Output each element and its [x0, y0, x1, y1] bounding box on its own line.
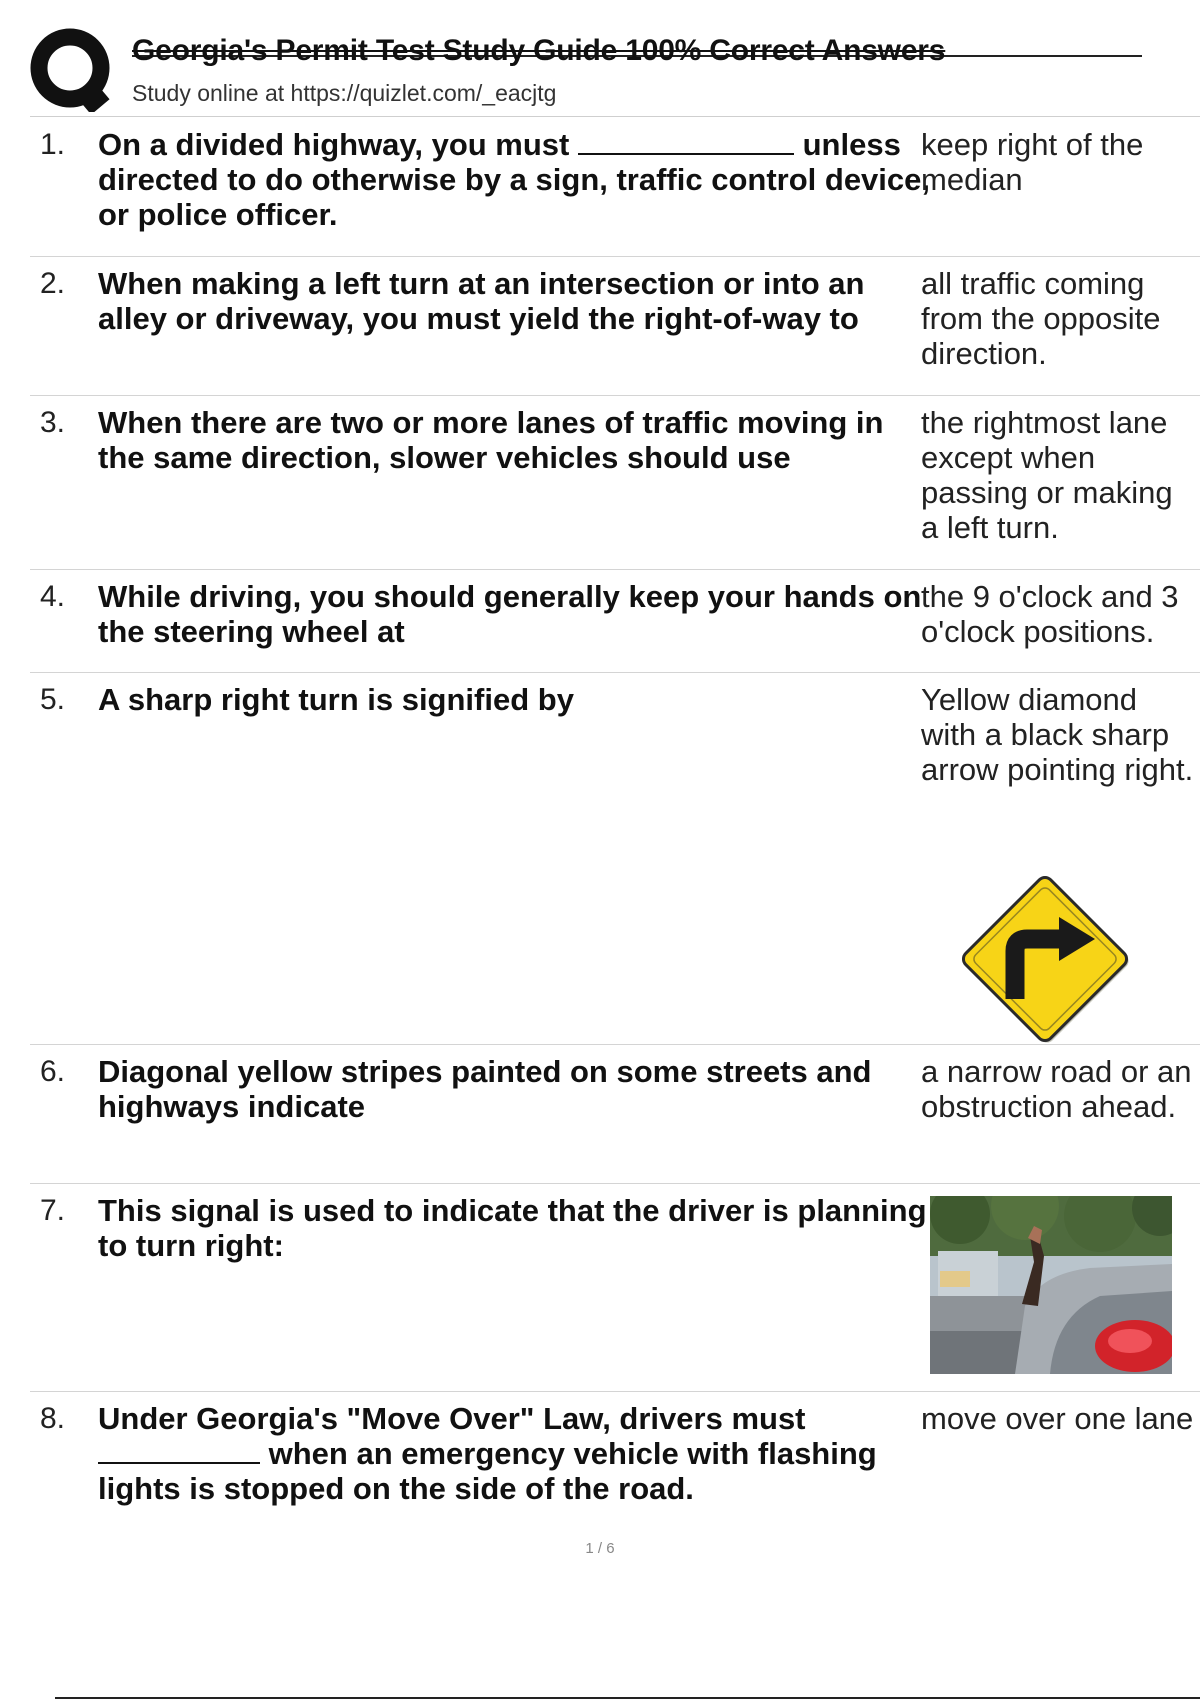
- card-number: 1.: [40, 128, 66, 161]
- flashcard: [30, 1045, 1200, 1184]
- card-term: [98, 1401, 933, 1506]
- card-term: When making a left turn at an intersection or into an alley or driveway, you must yield the right-of-way to: [98, 266, 865, 336]
- card-number: 8.: [40, 1402, 66, 1435]
- term-text: when an emergency vehicle with flashing lights is stopped on the side of the road.: [98, 1436, 877, 1506]
- term-text: On a divided highway, you must: [98, 127, 578, 162]
- flashcard-list: [30, 118, 1200, 1542]
- card-definition: all traffic coming from the opposite direction.: [921, 266, 1161, 371]
- page-number: 1 / 6: [585, 1540, 615, 1557]
- flashcard: [30, 118, 1200, 257]
- card-term: When there are two or more lanes of traffic moving in the same direction, slower vehicles should use: [98, 405, 884, 475]
- flashcard: [30, 1392, 1200, 1542]
- card-definition: keep right of the median: [921, 127, 1144, 197]
- footer-rule: [55, 1697, 1200, 1699]
- card-term: [98, 127, 933, 232]
- card-number: 2.: [40, 267, 66, 300]
- card-term: Diagonal yellow stripes painted on some streets and highways indicate: [98, 1054, 872, 1124]
- term-text: unless directed to do otherwise by a sign, traffic control device, or police officer.: [98, 127, 931, 232]
- flashcard: [30, 1184, 1200, 1392]
- card-definition: move over one lane: [921, 1401, 1194, 1436]
- card-term: While driving, you should generally keep your hands on the steering wheel at: [98, 579, 922, 649]
- sharp-right-turn-sign-icon: [955, 869, 1139, 1053]
- card-definition: the 9 o'clock and 3 o'clock positions.: [921, 579, 1179, 649]
- card-number: 5.: [40, 683, 66, 716]
- card-number: 6.: [40, 1055, 66, 1088]
- card-definition: Yellow diamond with a black sharp arrow pointing right.: [921, 682, 1194, 787]
- term-text: Under Georgia's "Move Over" Law, drivers must: [98, 1401, 806, 1436]
- flashcard: [30, 396, 1200, 570]
- card-definition: a narrow road or an obstruction ahead.: [921, 1054, 1192, 1124]
- header-divider: [30, 116, 1200, 117]
- fill-in-blank: [578, 129, 794, 155]
- card-term: A sharp right turn is signified by: [98, 682, 574, 717]
- flashcard: [30, 257, 1200, 396]
- document-title: Georgia's Permit Test Study Guide 100% Correct Answers: [132, 34, 946, 67]
- card-number: 4.: [40, 580, 66, 613]
- right-turn-hand-signal-photo: [930, 1196, 1172, 1374]
- card-number: 7.: [40, 1194, 66, 1227]
- page-header: [0, 0, 1200, 118]
- study-url: Study online at https://quizlet.com/_eacjtg: [132, 80, 557, 106]
- fill-in-blank: [98, 1438, 260, 1464]
- card-number: 3.: [40, 406, 66, 439]
- flashcard: [30, 570, 1200, 673]
- flashcard: [30, 673, 1200, 1045]
- quizlet-logo-icon: [30, 28, 114, 112]
- card-definition: the rightmost lane except when passing or making a left turn.: [921, 405, 1173, 545]
- card-term: This signal is used to indicate that the driver is planning to turn right:: [98, 1193, 927, 1263]
